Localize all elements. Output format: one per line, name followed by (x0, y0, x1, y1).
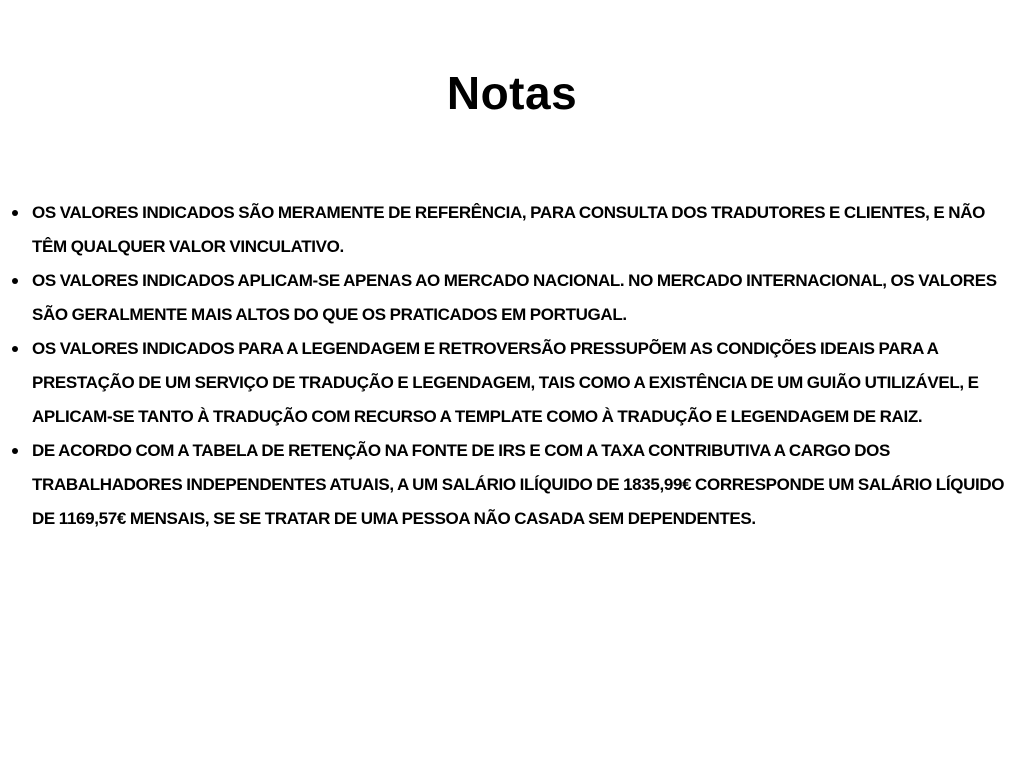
bullet-icon (12, 346, 18, 352)
note-text: DE ACORDO COM A TABELA DE RETENÇÃO NA FONTE DE IRS E COM A TAXA CONTRIBUTIVA A CARGO DOS TRABALHADORES INDEPENDENTES ATUAIS, A UM SALÁRIO ILÍQUIDO DE 1835,99€ CORRESPONDE UM SALÁRIO LÍQUIDO DE 1169,57€ MENSAIS, SE SE TRATAR DE UMA PESSOA NÃO CASADA SEM DEPENDENTES. (32, 441, 1005, 528)
bullet-icon (12, 278, 18, 284)
list-item (32, 332, 1024, 434)
note-text: OS VALORES INDICADOS SÃO MERAMENTE DE REFERÊNCIA, PARA CONSULTA DOS TRADUTORES E CLIENTES, E NÃO TÊM QUALQUER VALOR VINCULATIVO. (32, 203, 986, 256)
note-text: OS VALORES INDICADOS PARA A LEGENDAGEM E RETROVERSÃO PRESSUPÕEM AS CONDIÇÕES IDEAIS PARA A PRESTAÇÃO DE UM SERVIÇO DE TRADUÇÃO E LEGENDAGEM, TAIS COMO A EXISTÊNCIA DE UM GUIÃO UTILIZÁVEL, E APLICAM-SE TANTO À TRADUÇÃO COM RECURSO A TEMPLATE COMO À TRADUÇÃO E LEGENDAGEM DE RAIZ. (32, 339, 979, 426)
note-text: OS VALORES INDICADOS APLICAM-SE APENAS AO MERCADO NACIONAL. NO MERCADO INTERNACIONAL, OS VALORES SÃO GERALMENTE MAIS ALTOS DO QUE OS PRATICADOS EM PORTUGAL. (32, 271, 997, 324)
page-title: Notas (446, 67, 578, 119)
list-item (32, 434, 1024, 536)
notes-list (0, 196, 1024, 536)
list-item (32, 264, 1024, 332)
bullet-icon (12, 210, 18, 216)
list-item (32, 196, 1024, 264)
bullet-icon (12, 448, 18, 454)
